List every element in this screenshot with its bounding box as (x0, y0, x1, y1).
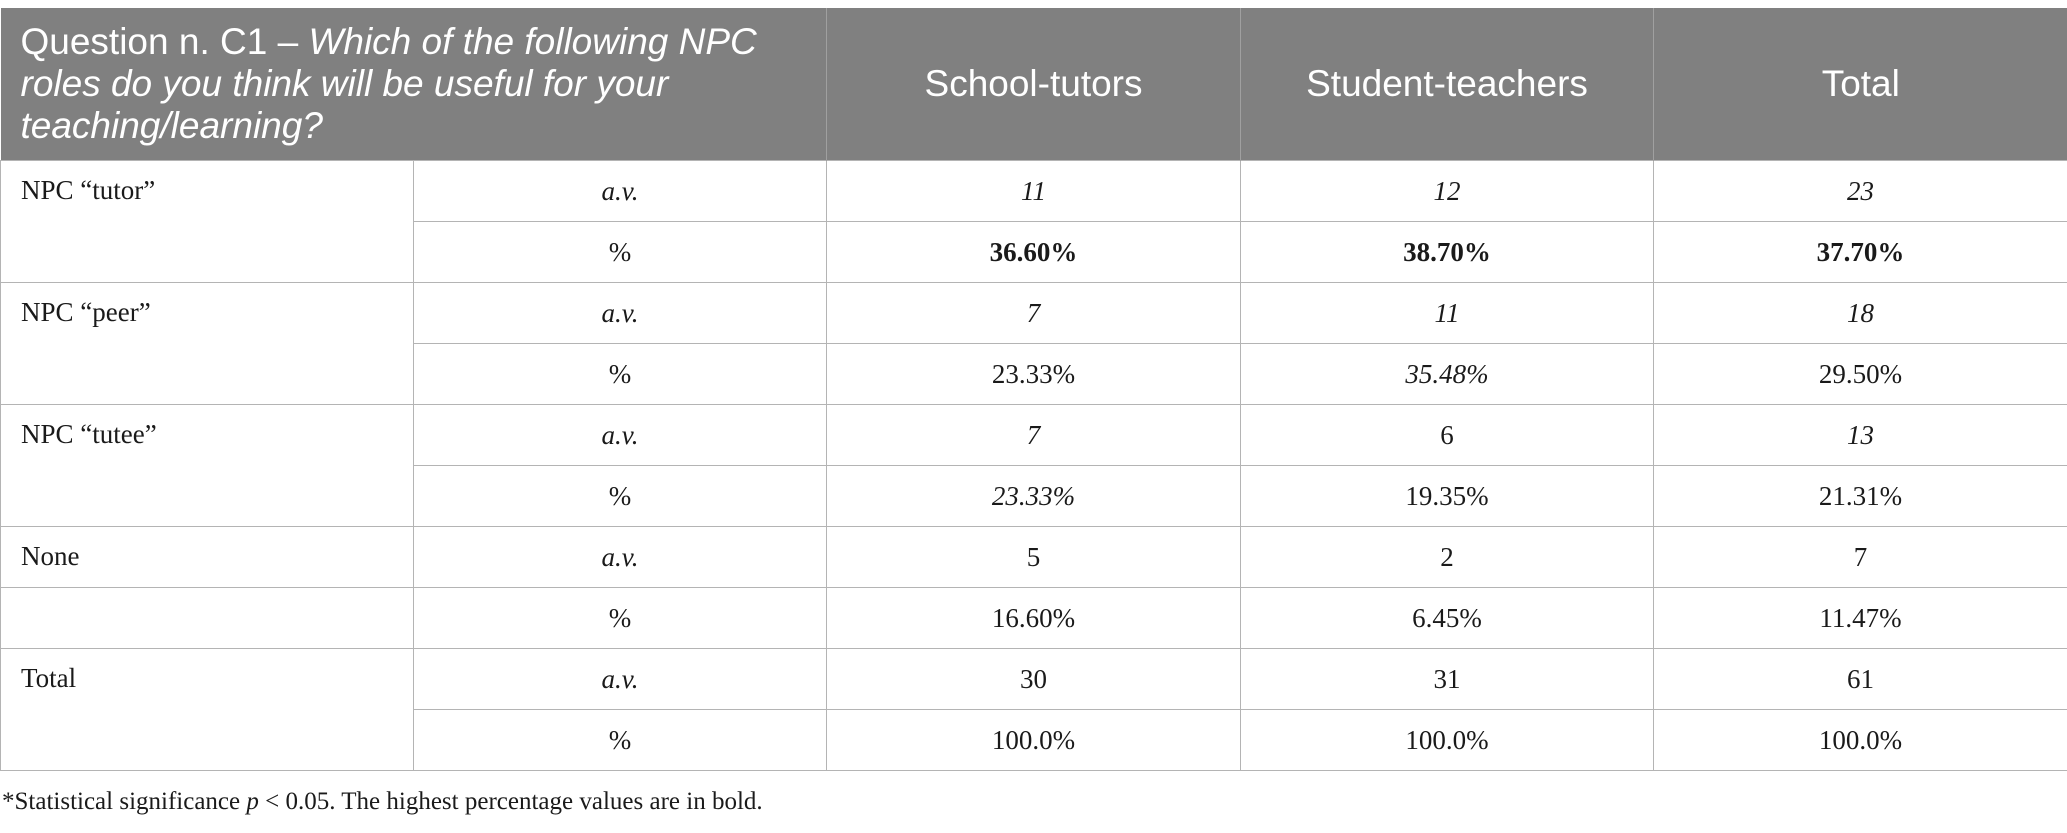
value-cell: 23.33% (827, 466, 1241, 527)
row-label-empty (1, 588, 414, 649)
value-cell: 35.48% (1241, 344, 1654, 405)
row-label: Total (1, 649, 414, 771)
table-row (1, 283, 2067, 344)
unit-cell: a.v. (414, 283, 827, 344)
value-cell: 31 (1241, 649, 1654, 710)
value-cell: 100.0% (827, 710, 1241, 771)
unit-cell: a.v. (414, 405, 827, 466)
footnote-p: p (246, 788, 259, 815)
footnote-prefix: *Statistical significance (2, 788, 247, 815)
table-row (1, 527, 2067, 588)
unit-cell: a.v. (414, 161, 827, 222)
value-cell: 61 (1654, 649, 2067, 710)
value-cell: 37.70% (1654, 222, 2067, 283)
unit-cell: % (414, 588, 827, 649)
value-cell: 11 (1241, 283, 1654, 344)
table-row (1, 649, 2067, 710)
value-cell: 6.45% (1241, 588, 1654, 649)
value-cell: 13 (1654, 405, 2067, 466)
value-cell: 11 (827, 161, 1241, 222)
header-row (1, 8, 2067, 161)
value-cell: 23 (1654, 161, 2067, 222)
value-cell: 12 (1241, 161, 1654, 222)
results-table (0, 8, 2067, 771)
col-header-school-tutors: School-tutors (827, 8, 1241, 161)
value-cell: 29.50% (1654, 344, 2067, 405)
value-cell: 100.0% (1241, 710, 1654, 771)
col-header-total: Total (1654, 8, 2067, 161)
row-label: None (1, 527, 414, 588)
value-cell: 16.60% (827, 588, 1241, 649)
value-cell: 19.35% (1241, 466, 1654, 527)
value-cell: 38.70% (1241, 222, 1654, 283)
value-cell: 21.31% (1654, 466, 2067, 527)
value-cell: 7 (1654, 527, 2067, 588)
value-cell: 30 (827, 649, 1241, 710)
footnote-suffix: < 0.05. The highest percentage values are in bold. (258, 788, 763, 815)
unit-cell: % (414, 222, 827, 283)
table-footnote (2, 788, 763, 816)
unit-cell: a.v. (414, 649, 827, 710)
row-label: NPC “tutor” (1, 161, 414, 283)
unit-cell: % (414, 344, 827, 405)
table-container (0, 8, 2067, 771)
value-cell: 2 (1241, 527, 1654, 588)
question-header (1, 8, 827, 161)
value-cell: 11.47% (1654, 588, 2067, 649)
value-cell: 36.60% (827, 222, 1241, 283)
unit-cell: % (414, 710, 827, 771)
question-text: Which of the following NPC roles do you think will be useful for your teaching/learning? (20, 21, 757, 146)
value-cell: 5 (827, 527, 1241, 588)
col-header-student-teachers: Student-teachers (1241, 8, 1654, 161)
value-cell: 7 (827, 283, 1241, 344)
question-prefix: Question n. C1 – (20, 21, 309, 62)
table-row (1, 405, 2067, 466)
value-cell: 23.33% (827, 344, 1241, 405)
value-cell: 7 (827, 405, 1241, 466)
unit-cell: % (414, 466, 827, 527)
row-label: NPC “tutee” (1, 405, 414, 527)
value-cell: 100.0% (1654, 710, 2067, 771)
table-row (1, 161, 2067, 222)
row-label: NPC “peer” (1, 283, 414, 405)
table-row (1, 588, 2067, 649)
unit-cell: a.v. (414, 527, 827, 588)
value-cell: 18 (1654, 283, 2067, 344)
value-cell: 6 (1241, 405, 1654, 466)
